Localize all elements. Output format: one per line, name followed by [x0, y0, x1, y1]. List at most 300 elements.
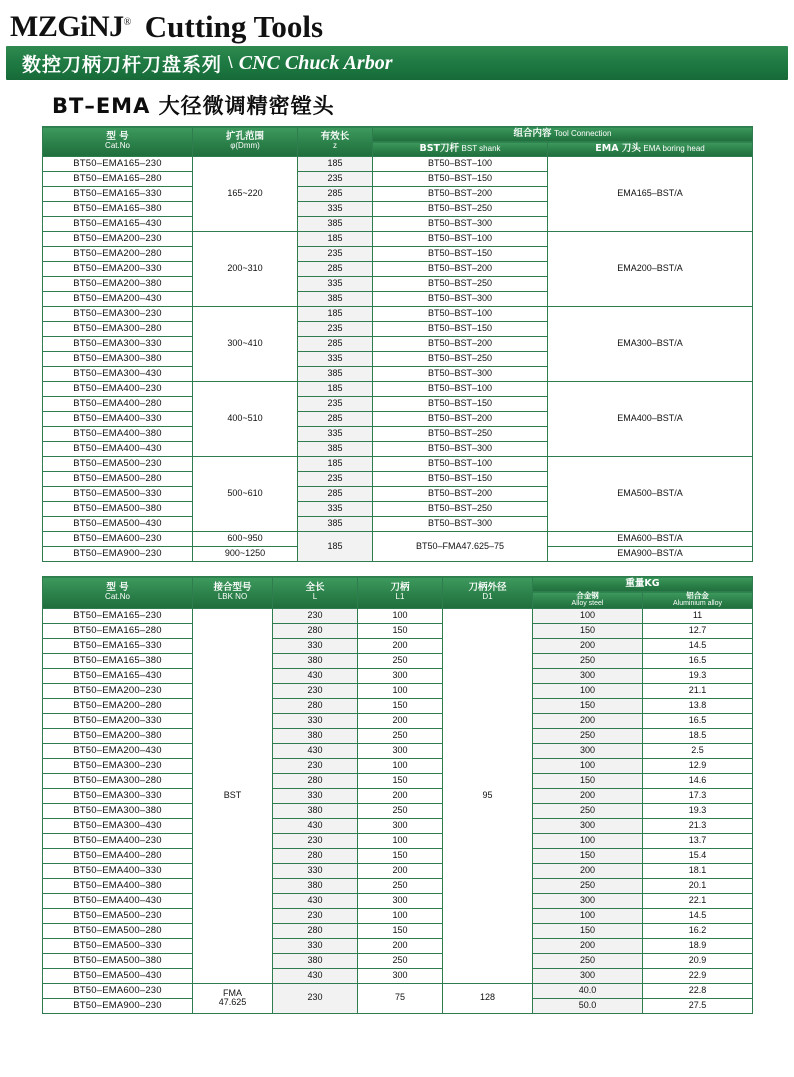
cell-total-length: 230 — [273, 608, 358, 623]
cell-weight-aluminium: 22.8 — [643, 983, 753, 998]
cell-effective-length: 285 — [298, 487, 373, 502]
table-row — [43, 698, 753, 713]
cell-weight-alloy: 100 — [533, 833, 643, 848]
cell-shank-length: 250 — [358, 653, 443, 668]
cell-bore-range: 165~220 — [193, 157, 298, 232]
cell-catno: BT50–EMA200–430 — [43, 292, 193, 307]
th2-alu-en: Aluminium alloy — [672, 599, 723, 607]
cell-shank-length: 300 — [358, 893, 443, 908]
cell-catno: BT50–EMA500–280 — [43, 923, 193, 938]
th-connection-en: Tool Connection — [554, 129, 612, 139]
cell-weight-aluminium: 21.1 — [643, 683, 753, 698]
cell-catno: BT50–EMA400–330 — [43, 863, 193, 878]
cell-catno: BT50–EMA200–280 — [43, 698, 193, 713]
cell-catno: BT50–EMA400–380 — [43, 427, 193, 442]
cell-bst-shank: BT50–BST–100 — [373, 382, 548, 397]
cell-catno: BT50–EMA400–230 — [43, 833, 193, 848]
cell-weight-aluminium: 27.5 — [643, 998, 753, 1013]
table1-header-row-1 — [43, 127, 753, 142]
cell-total-length: 230 — [273, 983, 358, 1013]
cell-effective-length: 185 — [298, 457, 373, 472]
cell-bst-shank: BT50–BST–100 — [373, 307, 548, 322]
cell-shank-length: 150 — [358, 773, 443, 788]
cell-shank-length: 100 — [358, 833, 443, 848]
cell-catno: BT50–EMA200–230 — [43, 683, 193, 698]
table-row — [43, 728, 753, 743]
cell-shank-length: 75 — [358, 983, 443, 1013]
cell-catno: BT50–EMA200–330 — [43, 262, 193, 277]
cell-lbk-no — [193, 983, 273, 1013]
cell-weight-aluminium: 21.3 — [643, 818, 753, 833]
th-range-cn: 扩孔范围 — [225, 131, 264, 143]
cell-ema-head: EMA900–BST/A — [548, 547, 753, 562]
cell-effective-length: 235 — [298, 472, 373, 487]
cell-bst-shank: BT50–BST–100 — [373, 157, 548, 172]
th-bst-shank-en: BST shank — [461, 144, 501, 154]
th2-lbk-en: LBK NO — [217, 592, 248, 602]
cell-total-length: 330 — [273, 863, 358, 878]
series-banner — [6, 46, 788, 80]
cell-ema-head: EMA165–BST/A — [548, 157, 753, 232]
cell-bst-shank: BT50–BST–250 — [373, 352, 548, 367]
brand-name: MZGiNJ — [10, 10, 124, 43]
cell-weight-aluminium: 18.1 — [643, 863, 753, 878]
cell-weight-alloy: 200 — [533, 713, 643, 728]
table-row — [43, 953, 753, 968]
table-row — [43, 818, 753, 833]
cell-bst-shank: BT50–BST–150 — [373, 172, 548, 187]
cell-total-length: 430 — [273, 893, 358, 908]
cell-shank-length: 150 — [358, 848, 443, 863]
cell-weight-alloy: 200 — [533, 638, 643, 653]
cell-shank-length: 250 — [358, 953, 443, 968]
cell-total-length: 330 — [273, 938, 358, 953]
cell-bst-shank: BT50–BST–150 — [373, 472, 548, 487]
cell-shank-length: 300 — [358, 968, 443, 983]
cell-effective-length: 335 — [298, 502, 373, 517]
cell-weight-aluminium: 16.2 — [643, 923, 753, 938]
cell-ema-head: EMA600–BST/A — [548, 532, 753, 547]
cell-total-length: 230 — [273, 758, 358, 773]
cell-total-length: 230 — [273, 908, 358, 923]
cell-ema-head: EMA300–BST/A — [548, 307, 753, 382]
table-row — [43, 457, 753, 472]
cell-weight-aluminium: 12.9 — [643, 758, 753, 773]
cell-ema-head: EMA400–BST/A — [548, 382, 753, 457]
cell-catno: BT50–EMA500–380 — [43, 502, 193, 517]
cell-weight-alloy: 300 — [533, 668, 643, 683]
cell-bst-shank: BT50–BST–150 — [373, 247, 548, 262]
cell-bst-shank: BT50–BST–200 — [373, 337, 548, 352]
cell-catno: BT50–EMA400–330 — [43, 412, 193, 427]
cell-catno: BT50–EMA400–230 — [43, 382, 193, 397]
th2-shank-cn: 刀柄 — [390, 582, 410, 594]
table-row — [43, 983, 753, 998]
cell-weight-alloy: 250 — [533, 803, 643, 818]
cell-effective-length: 185 — [298, 532, 373, 562]
cell-total-length: 330 — [273, 713, 358, 728]
cell-catno: BT50–EMA165–430 — [43, 217, 193, 232]
th2-total-length — [273, 577, 358, 609]
cell-weight-aluminium: 16.5 — [643, 713, 753, 728]
cell-weight-aluminium: 13.7 — [643, 833, 753, 848]
cell-catno: BT50–EMA500–230 — [43, 908, 193, 923]
registered-mark: ® — [123, 17, 131, 28]
cell-weight-alloy: 150 — [533, 623, 643, 638]
table1-wrapper — [0, 126, 794, 562]
cell-total-length: 430 — [273, 968, 358, 983]
table-row — [43, 788, 753, 803]
cell-total-length: 280 — [273, 623, 358, 638]
cell-bst-shank: BT50–BST–100 — [373, 232, 548, 247]
th-ema-head — [548, 142, 753, 157]
table-row — [43, 382, 753, 397]
th2-od-en: D1 — [482, 592, 493, 602]
cell-weight-alloy: 150 — [533, 848, 643, 863]
th2-aluminium — [643, 592, 753, 609]
cell-weight-alloy: 250 — [533, 953, 643, 968]
table-row — [43, 893, 753, 908]
cell-catno: BT50–EMA400–430 — [43, 442, 193, 457]
cell-catno: BT50–EMA600–230 — [43, 983, 193, 998]
cell-effective-length: 285 — [298, 262, 373, 277]
cell-total-length: 230 — [273, 833, 358, 848]
cell-total-length: 280 — [273, 848, 358, 863]
th-ema-head-en: EMA boring head — [643, 144, 705, 154]
series-banner-cn: 数控刀柄刀杆刀盘系列 — [22, 53, 223, 76]
th-length-cn: 有效长 — [320, 131, 350, 143]
cell-bst-shank: BT50–BST–250 — [373, 427, 548, 442]
cell-bst-shank: BT50–BST–300 — [373, 442, 548, 457]
cell-weight-aluminium: 22.9 — [643, 968, 753, 983]
cell-shank-length: 300 — [358, 818, 443, 833]
cell-bst-shank: BT50–BST–200 — [373, 487, 548, 502]
brand-tagline: Cutting Tools — [144, 9, 324, 44]
cell-catno: BT50–EMA400–280 — [43, 397, 193, 412]
cell-shank-length: 200 — [358, 713, 443, 728]
cell-effective-length: 285 — [298, 412, 373, 427]
cell-catno: BT50–EMA300–280 — [43, 773, 193, 788]
table-row — [43, 878, 753, 893]
cell-weight-aluminium: 19.3 — [643, 803, 753, 818]
cell-catno: BT50–EMA300–330 — [43, 337, 193, 352]
cell-catno: BT50–EMA300–430 — [43, 367, 193, 382]
cell-catno: BT50–EMA600–230 — [43, 532, 193, 547]
cell-weight-alloy: 150 — [533, 923, 643, 938]
cell-weight-aluminium: 22.1 — [643, 893, 753, 908]
cell-shank-length: 150 — [358, 623, 443, 638]
cell-shank-length: 250 — [358, 728, 443, 743]
cell-effective-length: 235 — [298, 172, 373, 187]
th-range — [193, 127, 298, 157]
table-row — [43, 157, 753, 172]
cell-catno: BT50–EMA300–230 — [43, 758, 193, 773]
th-length-en: z — [333, 141, 337, 151]
th-catno-en: Cat.No — [105, 141, 130, 151]
cell-weight-alloy: 200 — [533, 938, 643, 953]
cell-shank-length: 200 — [358, 638, 443, 653]
cell-bst-shank: BT50–BST–200 — [373, 262, 548, 277]
th2-lbk — [193, 577, 273, 609]
brand-logo — [10, 12, 131, 42]
cell-bore-range: 500~610 — [193, 457, 298, 532]
cell-weight-alloy: 250 — [533, 653, 643, 668]
th2-weight — [533, 577, 753, 592]
cell-catno: BT50–EMA200–330 — [43, 713, 193, 728]
cell-catno: BT50–EMA200–230 — [43, 232, 193, 247]
cell-bore-range: 300~410 — [193, 307, 298, 382]
cell-lbk-line2: 47.625 — [218, 997, 247, 1008]
cell-catno: BT50–EMA300–230 — [43, 307, 193, 322]
th-range-en: φ(Dmm) — [230, 141, 260, 151]
table-row — [43, 668, 753, 683]
cell-weight-alloy: 100 — [533, 908, 643, 923]
cell-shank-length: 100 — [358, 758, 443, 773]
cell-effective-length: 385 — [298, 292, 373, 307]
cell-weight-alloy: 300 — [533, 818, 643, 833]
cell-weight-aluminium: 11 — [643, 608, 753, 623]
cell-weight-alloy: 250 — [533, 878, 643, 893]
table1-head — [43, 127, 753, 157]
cell-catno: BT50–EMA200–430 — [43, 743, 193, 758]
table2-wrapper — [0, 576, 794, 1014]
cell-shank-length: 100 — [358, 683, 443, 698]
th-connection — [373, 127, 753, 142]
cell-bst-shank: BT50–BST–300 — [373, 217, 548, 232]
th-catno-cn: 型 号 — [106, 131, 129, 143]
cell-weight-aluminium: 12.7 — [643, 623, 753, 638]
cell-bore-range: 600~950 — [193, 532, 298, 547]
cell-bst-shank: BT50–BST–300 — [373, 517, 548, 532]
cell-catno: BT50–EMA500–380 — [43, 953, 193, 968]
cell-total-length: 280 — [273, 923, 358, 938]
th2-total-en: L — [312, 592, 318, 602]
cell-weight-alloy: 300 — [533, 968, 643, 983]
cell-effective-length: 285 — [298, 337, 373, 352]
table-row — [43, 743, 753, 758]
cell-catno: BT50–EMA300–330 — [43, 788, 193, 803]
cell-catno: BT50–EMA200–280 — [43, 247, 193, 262]
cell-shank-length: 100 — [358, 908, 443, 923]
table-row — [43, 908, 753, 923]
cell-catno: BT50–EMA500–430 — [43, 968, 193, 983]
cell-catno: BT50–EMA200–380 — [43, 728, 193, 743]
th-bst-shank-cn: BST刀杆 — [419, 143, 460, 155]
cell-catno: BT50–EMA400–380 — [43, 878, 193, 893]
cell-bore-range: 200~310 — [193, 232, 298, 307]
th-ema-head-cn: EMA 刀头 — [595, 143, 641, 155]
th2-catno-en: Cat.No — [105, 592, 130, 602]
table-row — [43, 758, 753, 773]
table-row — [43, 773, 753, 788]
cell-shank-length: 200 — [358, 863, 443, 878]
cell-catno: BT50–EMA400–280 — [43, 848, 193, 863]
cell-catno: BT50–EMA165–230 — [43, 608, 193, 623]
dimension-table — [42, 576, 753, 1014]
cell-bst-shank: BT50–BST–300 — [373, 367, 548, 382]
table2-body — [43, 608, 753, 1013]
cell-weight-alloy: 300 — [533, 893, 643, 908]
cell-catno: BT50–EMA165–280 — [43, 172, 193, 187]
cell-shank-length: 250 — [358, 878, 443, 893]
th-catno — [43, 127, 193, 157]
cell-effective-length: 335 — [298, 427, 373, 442]
cell-bst-shank: BT50–BST–200 — [373, 187, 548, 202]
cell-catno: BT50–EMA900–230 — [43, 547, 193, 562]
cell-shank-length: 150 — [358, 923, 443, 938]
cell-effective-length: 235 — [298, 247, 373, 262]
cell-effective-length: 385 — [298, 517, 373, 532]
cell-effective-length: 185 — [298, 382, 373, 397]
table-row — [43, 713, 753, 728]
cell-weight-aluminium: 17.3 — [643, 788, 753, 803]
cell-catno: BT50–EMA200–380 — [43, 277, 193, 292]
table-row — [43, 623, 753, 638]
cell-catno: BT50–EMA165–430 — [43, 668, 193, 683]
cell-catno: BT50–EMA300–280 — [43, 322, 193, 337]
cell-weight-alloy: 50.0 — [533, 998, 643, 1013]
cell-total-length: 430 — [273, 818, 358, 833]
cell-weight-alloy: 200 — [533, 863, 643, 878]
table-row — [43, 307, 753, 322]
cell-weight-alloy: 100 — [533, 608, 643, 623]
cell-effective-length: 335 — [298, 352, 373, 367]
cell-weight-aluminium: 14.6 — [643, 773, 753, 788]
cell-effective-length: 285 — [298, 187, 373, 202]
th2-outer-dia — [443, 577, 533, 609]
cell-bst-shank: BT50–BST–250 — [373, 277, 548, 292]
cell-weight-aluminium: 19.3 — [643, 668, 753, 683]
th2-weight-cn: 重量KG — [625, 578, 660, 590]
table-row — [43, 653, 753, 668]
cell-catno: BT50–EMA500–280 — [43, 472, 193, 487]
cell-catno: BT50–EMA300–380 — [43, 803, 193, 818]
cell-total-length: 380 — [273, 953, 358, 968]
cell-weight-alloy: 100 — [533, 683, 643, 698]
cell-effective-length: 335 — [298, 277, 373, 292]
cell-weight-aluminium: 15.4 — [643, 848, 753, 863]
cell-catno: BT50–EMA500–230 — [43, 457, 193, 472]
cell-ema-head: EMA200–BST/A — [548, 232, 753, 307]
cell-effective-length: 235 — [298, 397, 373, 412]
cell-ema-head: EMA500–BST/A — [548, 457, 753, 532]
th2-catno-cn: 型 号 — [106, 582, 129, 594]
cell-weight-alloy: 40.0 — [533, 983, 643, 998]
cell-total-length: 430 — [273, 743, 358, 758]
cell-weight-aluminium: 18.9 — [643, 938, 753, 953]
cell-bst-shank: BT50–BST–200 — [373, 412, 548, 427]
cell-weight-aluminium: 18.5 — [643, 728, 753, 743]
cell-weight-aluminium: 16.5 — [643, 653, 753, 668]
cell-weight-aluminium: 14.5 — [643, 908, 753, 923]
th2-lbk-cn: 接合型号 — [213, 582, 252, 594]
th2-shank-length — [358, 577, 443, 609]
cell-bst-shank: BT50–BST–150 — [373, 322, 548, 337]
cell-catno: BT50–EMA500–330 — [43, 487, 193, 502]
table-row — [43, 968, 753, 983]
cell-shank-length: 200 — [358, 788, 443, 803]
brand-row — [0, 4, 794, 44]
table-row — [43, 923, 753, 938]
th-length — [298, 127, 373, 157]
table-row — [43, 833, 753, 848]
cell-weight-alloy: 100 — [533, 758, 643, 773]
cell-weight-aluminium: 2.5 — [643, 743, 753, 758]
cell-total-length: 380 — [273, 728, 358, 743]
cell-catno: BT50–EMA900–230 — [43, 998, 193, 1013]
cell-effective-length: 185 — [298, 307, 373, 322]
table2-header-row-1 — [43, 577, 753, 592]
cell-catno: BT50–EMA300–430 — [43, 818, 193, 833]
table2-head — [43, 577, 753, 609]
table-row — [43, 232, 753, 247]
th2-catno — [43, 577, 193, 609]
table-row — [43, 848, 753, 863]
th-bst-shank — [373, 142, 548, 157]
cell-shank-length: 200 — [358, 938, 443, 953]
cell-total-length: 380 — [273, 803, 358, 818]
cell-effective-length: 385 — [298, 442, 373, 457]
cell-effective-length: 385 — [298, 217, 373, 232]
cell-total-length: 280 — [273, 698, 358, 713]
cell-effective-length: 335 — [298, 202, 373, 217]
table-row — [43, 608, 753, 623]
th2-alu-cn: 铝合金 — [686, 591, 709, 600]
cell-total-length: 280 — [273, 773, 358, 788]
cell-shank-length: 300 — [358, 668, 443, 683]
cell-shank-length: 150 — [358, 698, 443, 713]
cell-catno: BT50–EMA500–330 — [43, 938, 193, 953]
cell-outer-diameter: 128 — [443, 983, 533, 1013]
th2-alloy — [533, 592, 643, 609]
cell-catno: BT50–EMA165–380 — [43, 202, 193, 217]
cell-weight-alloy: 150 — [533, 773, 643, 788]
cell-bore-range: 400~510 — [193, 382, 298, 457]
th2-alloy-cn: 合金钢 — [576, 591, 599, 600]
th2-od-cn: 刀柄外径 — [468, 582, 507, 594]
cell-total-length: 330 — [273, 788, 358, 803]
cell-total-length: 430 — [273, 668, 358, 683]
cell-catno: BT50–EMA400–430 — [43, 893, 193, 908]
cell-bst-shank: BT50–BST–250 — [373, 502, 548, 517]
th-connection-cn: 组合内容 — [513, 128, 552, 140]
cell-total-length: 380 — [273, 653, 358, 668]
table-row — [43, 803, 753, 818]
cell-weight-alloy: 150 — [533, 698, 643, 713]
cell-effective-length: 385 — [298, 367, 373, 382]
th2-alloy-en: Alloy steel — [571, 599, 604, 607]
cell-weight-alloy: 250 — [533, 728, 643, 743]
cell-weight-alloy: 200 — [533, 788, 643, 803]
page-header — [0, 0, 794, 80]
table-row — [43, 683, 753, 698]
cell-effective-length: 185 — [298, 157, 373, 172]
cell-total-length: 230 — [273, 683, 358, 698]
cell-lbk-line1: FMA — [223, 987, 242, 998]
cell-catno: BT50–EMA165–280 — [43, 623, 193, 638]
cell-bst-shank: BT50–BST–300 — [373, 292, 548, 307]
cell-weight-aluminium: 20.1 — [643, 878, 753, 893]
tool-connection-table — [42, 126, 753, 562]
cell-total-length: 380 — [273, 878, 358, 893]
cell-bore-range: 900~1250 — [193, 547, 298, 562]
cell-shank-length: 300 — [358, 743, 443, 758]
cell-bst-shank: BT50–BST–150 — [373, 397, 548, 412]
cell-weight-aluminium: 14.5 — [643, 638, 753, 653]
table-row — [43, 532, 753, 547]
table-row — [43, 938, 753, 953]
cell-effective-length: 185 — [298, 232, 373, 247]
